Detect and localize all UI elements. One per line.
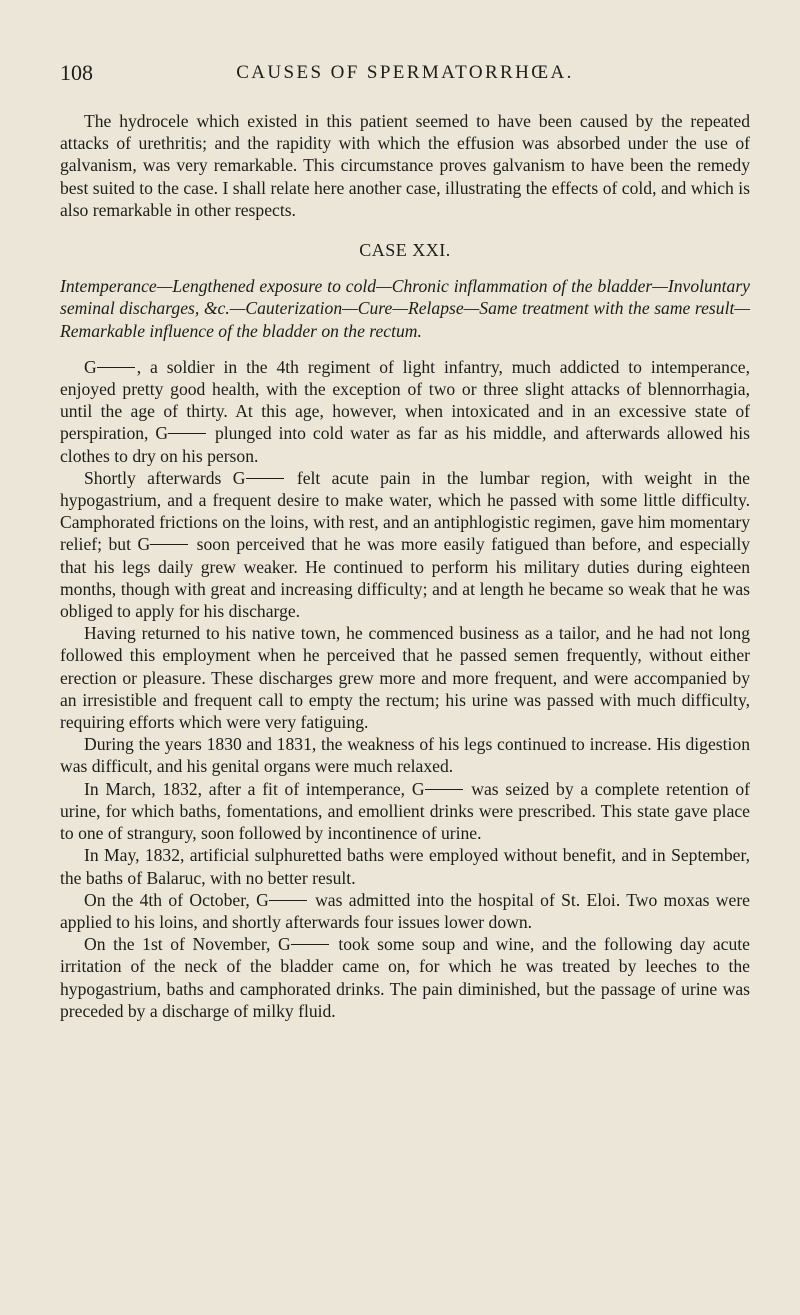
patient-initial: G xyxy=(278,934,291,955)
name-dash xyxy=(269,900,307,901)
name-dash xyxy=(97,367,135,368)
patient-initial: G xyxy=(256,889,269,910)
patient-initial: G xyxy=(84,356,97,377)
patient-initial: G xyxy=(232,467,246,488)
name-dash xyxy=(425,789,463,790)
name-dash xyxy=(150,544,188,545)
running-head xyxy=(60,60,750,88)
paragraph-8: On the 1st of November, G took some soup and wine, and the following day acute irritation of the neck of the bladder came on, for which he was treated by leeches to the hypogastrium, baths and camphorated drinks. The pain diminished, but the passage of urine was preceded by a discharge of milky fluid. xyxy=(60,934,750,1021)
patient-initial: G xyxy=(137,534,151,555)
patient-initial: G xyxy=(411,778,425,799)
body-text xyxy=(60,110,750,1022)
paragraph-4: During the years 1830 and 1831, the weakness of his legs continued to increase. His digestion was difficult, and his genital organs were much relaxed. xyxy=(60,734,750,777)
paragraph-3: Having returned to his native town, he commenced business as a tailor, and he had not long followed this employment when he perceived that he passed semen frequently, without either erection or pleasure. These discharges grew more and more frequent, and were accompanied by an irresistible and frequent call to empty the rectum; his urine was passed with much difficulty, requiring efforts which were very fatiguing. xyxy=(60,623,750,733)
running-title: CAUSES OF SPERMATORRHŒA. xyxy=(236,62,574,83)
patient-initial: G xyxy=(155,423,169,444)
paragraph-6: In May, 1832, artificial sulphuretted baths were employed without benefit, and in September, the baths of Balaruc, with no better result. xyxy=(60,845,750,888)
paragraph-7: On the 4th of October, G was admitted into the hospital of St. Eloi. Two moxas were applied to his loins, and shortly afterwards four issues lower down. xyxy=(60,889,750,932)
name-dash xyxy=(168,433,206,434)
name-dash xyxy=(246,478,284,479)
intro-paragraph: The hydrocele which existed in this patient seemed to have been caused by the repeated attacks of urethritis; and the rapidity with which the effusion was absorbed under the use of galvanism, was very remarkable. This circumstance proves galvanism to have been the remedy best suited to the case. I shall relate here another case, illustrating the effects of cold, and which is also remarkable in other respects. xyxy=(60,111,750,220)
case-title: CASE XXI. xyxy=(359,240,451,261)
paragraph-5: In March, 1832, after a fit of intemperance, G was seized by a complete retention of urine, for which baths, fomentations, and emollient drinks were prescribed. This state gave place to one of strangury, soon followed by incontinence of urine. xyxy=(60,778,751,844)
paragraph-1: G , a soldier in the 4th regiment of light infantry, much addicted to intemperance, enjoyed pretty good health, with the exception of two or three slight attacks of blennorrhagia, until the age of thirty. At this age, however, when intoxicated and in an excessive state of perspiration, G plunged into cold water as far as his middle, and afterwards allowed his clothes to dry on his person. xyxy=(60,356,750,466)
name-dash xyxy=(291,944,329,945)
paragraph-2: Shortly afterwards G felt acute pain in the lumbar region, with weight in the hypogastrium, and a frequent desire to make water, which he passed with some little difficulty. Camphorated frictions on the loins, with rest, and an antiphlogistic regimen, gave him momentary relief; but G soon perceived that he was more easily fatigued than before, and especially that his legs daily grew weaker. He continued to perform his military duties during eighteen months, though with great and increasing difficulty; and at length he became so weak that he was obliged to apply for his discharge. xyxy=(60,467,751,622)
page-number: 108 xyxy=(60,60,93,85)
case-summary: Intemperance—Lengthened exposure to cold—Chronic inflammation of the bladder—Involuntary seminal discharges, &c.—Cauterization—Cure—Relapse—Same treatment with the same result—Remarkable influence of the bladder on the rectum. xyxy=(60,276,750,341)
